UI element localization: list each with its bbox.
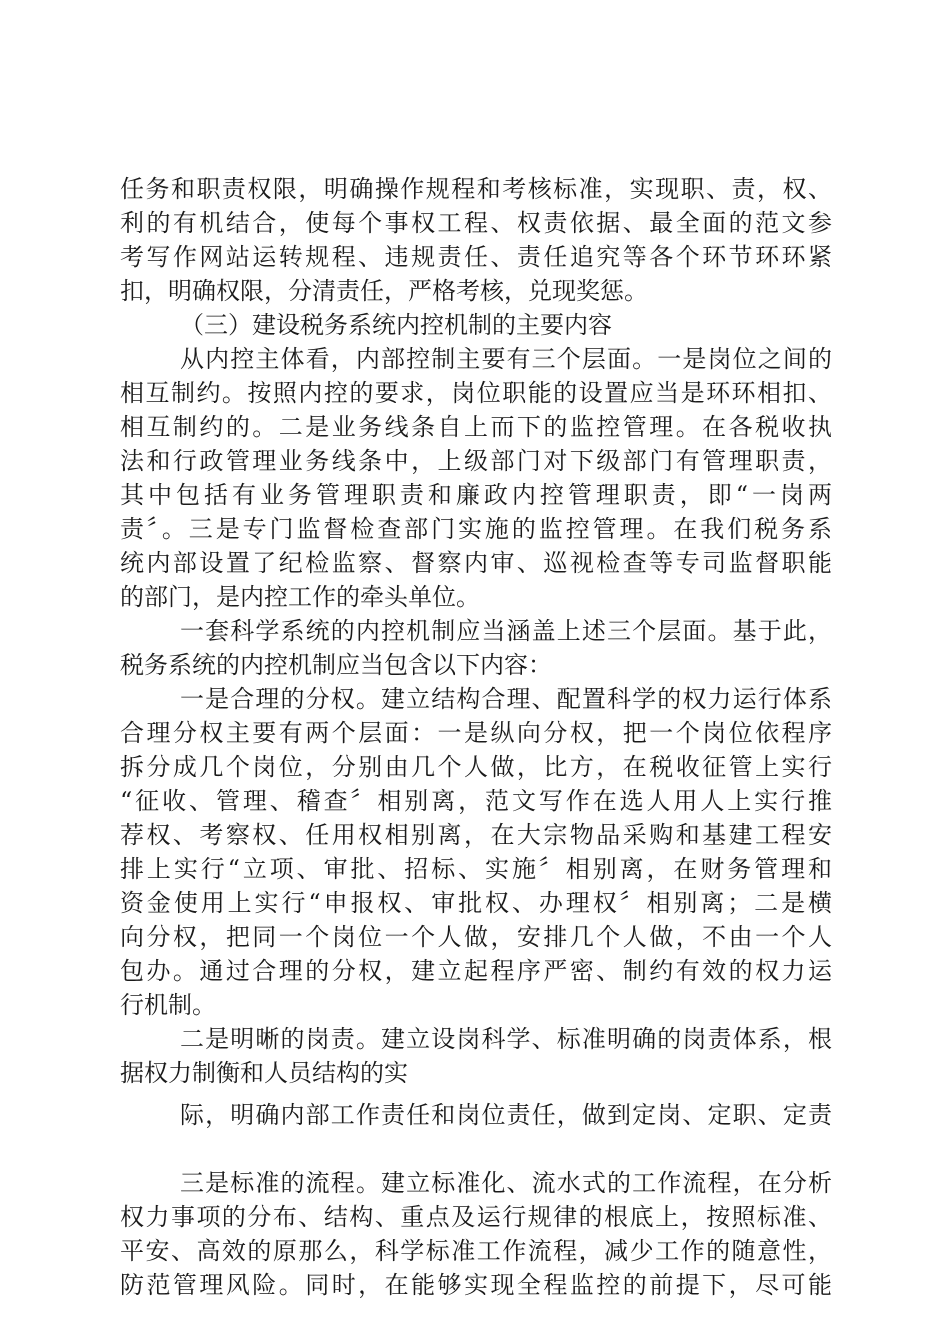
text-line: 从内控主体看，内部控制主要有三个层面。一是岗位之间的	[180, 345, 832, 373]
text-line: 排上实行“立项、审批、招标、实施〞相别离，在财务管理和	[120, 855, 832, 883]
text-line: 际，明确内部工作责任和岗位责任，做到定岗、定职、定责	[180, 1101, 832, 1129]
text-line: 相互制约的。二是业务线条自上而下的监控管理。在各税收执	[120, 413, 832, 441]
text-line: 行机制。	[120, 991, 216, 1019]
text-line: 合理分权主要有两个层面：一是纵向分权，把一个岗位依程序	[120, 719, 832, 747]
text-line: 法和行政管理业务线条中，上级部门对下级部门有管理职责，	[120, 447, 832, 475]
text-line: 其中包括有业务管理职责和廉政内控管理职责，即“一岗两	[120, 481, 832, 509]
text-line: 统内部设置了纪检监察、督察内审、巡视检查等专司监督职能	[120, 549, 832, 577]
text-line: 防范管理风险。同时，在能够实现全程监控的前提下，尽可能	[120, 1271, 832, 1299]
text-line: 平安、高效的原那么，科学标准工作流程，减少工作的随意性，	[120, 1237, 832, 1265]
text-line: 向分权，把同一个岗位一个人做，安排几个人做，不由一个人	[120, 923, 832, 951]
text-line: 一套科学系统的内控机制应当涵盖上述三个层面。基于此，	[180, 617, 832, 645]
text-line: 权力事项的分布、结构、重点及运行规律的根底上，按照标准、	[120, 1203, 832, 1231]
text-line: 三是标准的流程。建立标准化、流水式的工作流程，在分析	[180, 1169, 832, 1197]
section-heading: （三）建设税务系统内控机制的主要内容	[180, 311, 612, 339]
text-line: 税务系统的内控机制应当包含以下内容：	[120, 651, 552, 679]
text-line: 考写作网站运转规程、违规责任、责任追究等各个环节环环紧	[120, 243, 832, 271]
text-line: 资金使用上实行“申报权、审批权、办理权〞相别离；二是横	[120, 889, 832, 917]
text-line: 的部门，是内控工作的牵头单位。	[120, 583, 480, 611]
text-line: 包办。通过合理的分权，建立起程序严密、制约有效的权力运	[120, 957, 832, 985]
text-line: 拆分成几个岗位，分别由几个人做，比方，在税收征管上实行	[120, 753, 832, 781]
text-line: “征收、管理、稽查〞相别离，范文写作在选人用人上实行推	[120, 787, 832, 815]
text-line: 利的有机结合，使每个事权工程、权责依据、最全面的范文参	[120, 209, 832, 237]
text-line: 扣，明确权限，分清责任，严格考核，兑现奖惩。	[120, 277, 648, 305]
text-line: 荐权、考察权、任用权相别离，在大宗物品采购和基建工程安	[120, 821, 832, 849]
text-line: 一是合理的分权。建立结构合理、配置科学的权力运行体系	[180, 685, 832, 713]
text-line: 相互制约。按照内控的要求，岗位职能的设置应当是环环相扣、	[120, 379, 832, 407]
text-line: 二是明晰的岗责。建立设岗科学、标准明确的岗责体系，根	[180, 1025, 832, 1053]
text-line: 据权力制衡和人员结构的实	[120, 1059, 408, 1087]
text-line: 责〞。三是专门监督检查部门实施的监控管理。在我们税务系	[120, 515, 832, 543]
text-line: 任务和职责权限，明确操作规程和考核标准，实现职、责，权、	[120, 175, 832, 203]
